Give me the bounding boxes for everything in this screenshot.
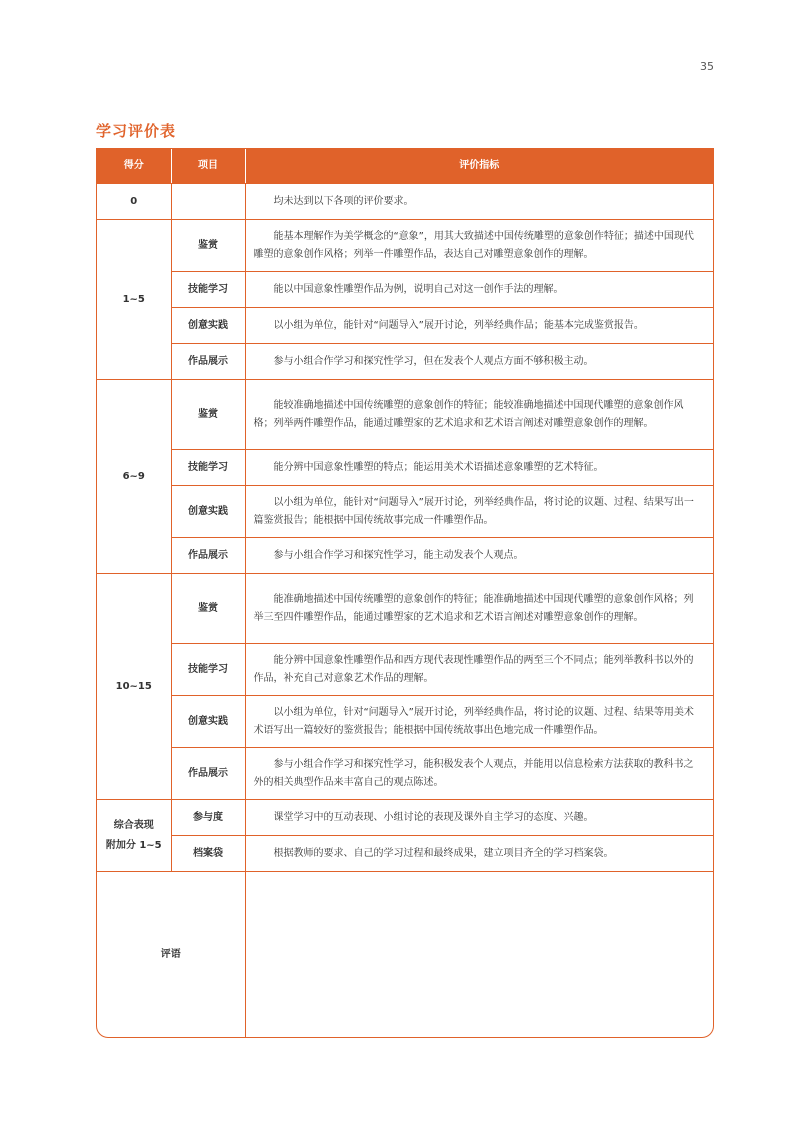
table-row: [97, 644, 713, 696]
item-cell: [171, 184, 245, 220]
table-row: [97, 272, 713, 308]
table-row: [97, 450, 713, 486]
table-row: [97, 220, 713, 272]
header-item: 项目: [171, 149, 245, 184]
criteria-cell: 参与小组合作学习和探究性学习，能主动发表个人观点。: [245, 538, 713, 574]
evaluation-table: [96, 148, 714, 1038]
header-score: 得分: [97, 149, 171, 184]
page-title: 学习评价表: [96, 122, 177, 140]
table-row: [97, 486, 713, 538]
table-row: [97, 538, 713, 574]
score-cell: 10~15: [97, 574, 171, 800]
table-row: [97, 344, 713, 380]
item-cell: 创意实践: [171, 696, 245, 748]
item-cell: 作品展示: [171, 344, 245, 380]
table-row: [97, 308, 713, 344]
criteria-cell: 以小组为单位，能针对“问题导入”展开讨论，列举经典作品，将讨论的议题、过程、结果写出一篇鉴赏报告；能根据中国传统故事完成一件雕塑作品。: [245, 486, 713, 538]
item-cell: 作品展示: [171, 748, 245, 800]
criteria-cell: 能分辨中国意象性雕塑作品和西方现代表现性雕塑作品的两至三个不同点；能列举教科书以外的作品，补充自己对意象艺术作品的理解。: [245, 644, 713, 696]
page-number: 35: [700, 60, 714, 73]
table-row: [97, 380, 713, 450]
criteria-cell: 以小组为单位，能针对“问题导入”展开讨论，列举经典作品；能基本完成鉴赏报告。: [245, 308, 713, 344]
score-cell: 1~5: [97, 220, 171, 380]
score-cell: 6~9: [97, 380, 171, 574]
comment-area[interactable]: [245, 872, 713, 1038]
table-row: [97, 800, 713, 836]
item-cell: 技能学习: [171, 644, 245, 696]
criteria-cell: 参与小组合作学习和探究性学习，能积极发表个人观点，并能用以信息检索方法获取的教科书之外的相关典型作品来丰富自己的观点陈述。: [245, 748, 713, 800]
item-cell: 技能学习: [171, 272, 245, 308]
item-cell: 鉴赏: [171, 574, 245, 644]
criteria-cell: 能基本理解作为美学概念的“意象”，用其大致描述中国传统雕塑的意象创作特征；描述中国现代雕塑的意象创作风格；列举一件雕塑作品，表达自己对雕塑意象创作的理解。: [245, 220, 713, 272]
criteria-cell: 能以中国意象性雕塑作品为例，说明自己对这一创作手法的理解。: [245, 272, 713, 308]
item-cell: 技能学习: [171, 450, 245, 486]
criteria-cell: 以小组为单位，针对“问题导入”展开讨论，列举经典作品，将讨论的议题、过程、结果等用美术术语写出一篇较好的鉴赏报告；能根据中国传统故事出色地完成一件雕塑作品。: [245, 696, 713, 748]
table-row: [97, 696, 713, 748]
criteria-cell: 能较准确地描述中国传统雕塑的意象创作的特征；能较准确地描述中国现代雕塑的意象创作风格；列举两件雕塑作品，能通过雕塑家的艺术追求和艺术语言阐述对雕塑意象创作的理解。: [245, 380, 713, 450]
bonus-score-line2: 附加分 1~5: [105, 839, 162, 851]
criteria-cell: 均未达到以下各项的评价要求。: [245, 184, 713, 220]
score-cell: 0: [97, 184, 171, 220]
item-cell: 参与度: [171, 800, 245, 836]
table-row: [97, 184, 713, 220]
criteria-cell: 根据教师的要求、自己的学习过程和最终成果，建立项目齐全的学习档案袋。: [245, 836, 713, 872]
header-criteria: 评价指标: [245, 149, 713, 184]
item-cell: 鉴赏: [171, 220, 245, 272]
comment-label: 评语: [97, 872, 245, 1038]
criteria-cell: 能准确地描述中国传统雕塑的意象创作的特征；能准确地描述中国现代雕塑的意象创作风格；列举三至四件雕塑作品，能通过雕塑家的艺术追求和艺术语言阐述对雕塑意象创作的理解。: [245, 574, 713, 644]
table-row: [97, 748, 713, 800]
criteria-cell: 能分辨中国意象性雕塑的特点；能运用美术术语描述意象雕塑的艺术特征。: [245, 450, 713, 486]
item-cell: 档案袋: [171, 836, 245, 872]
bonus-score-cell: [97, 800, 171, 872]
table-row: [97, 836, 713, 872]
item-cell: 创意实践: [171, 308, 245, 344]
comment-row: [97, 872, 713, 1038]
bonus-score-line1: 综合表现: [113, 819, 154, 831]
criteria-cell: 参与小组合作学习和探究性学习，但在发表个人观点方面不够积极主动。: [245, 344, 713, 380]
item-cell: 鉴赏: [171, 380, 245, 450]
table-header-row: [97, 149, 713, 184]
criteria-cell: 课堂学习中的互动表现、小组讨论的表现及课外自主学习的态度、兴趣。: [245, 800, 713, 836]
item-cell: 作品展示: [171, 538, 245, 574]
item-cell: 创意实践: [171, 486, 245, 538]
table-row: [97, 574, 713, 644]
